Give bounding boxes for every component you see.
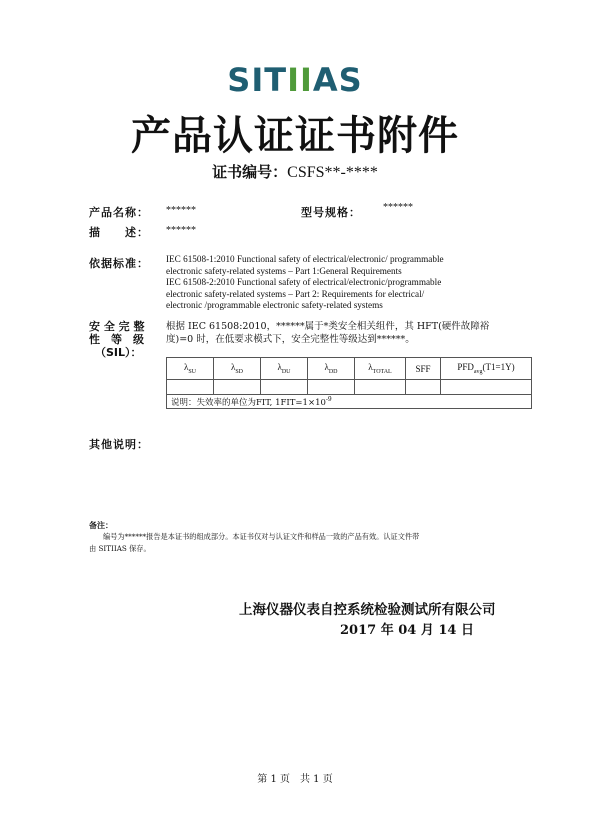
table-header-cell: $\lambda_{SD}$: [214, 358, 261, 380]
description-label: 描 述：: [89, 226, 149, 239]
sil-description: [166, 320, 506, 346]
page-number: 第 1 页 共 1 页: [257, 774, 333, 785]
table-cell: [406, 380, 441, 395]
failure-rate-table: [166, 357, 532, 409]
table-cell: [214, 380, 261, 395]
table-header-row: [167, 358, 532, 380]
issuing-company: 上海仪器仪表自控系统检验测试所有限公司: [239, 602, 496, 618]
sil-label-line: 安 全 完 整: [89, 320, 145, 333]
logo-text-part: SIT: [227, 61, 288, 99]
certificate-number: [0, 161, 590, 182]
table-header-cell: $\lambda_{TOTAL}$: [355, 358, 406, 380]
table-cell: [308, 380, 355, 395]
other-notes-label: 其他说明：: [89, 438, 149, 451]
company-logo: [0, 60, 590, 100]
standard-line: IEC 61508-1:2010 Functional safety of electrical/electronic/ programmable: [166, 254, 444, 264]
logo-text-part: AS: [312, 61, 363, 99]
page-title: 产品认证证书附件: [131, 113, 459, 159]
table-row: [167, 380, 532, 395]
table-header-cell: $\lambda_{DD}$: [308, 358, 355, 380]
standard-text: [166, 254, 502, 312]
standard-line: electronic safety-related systems – Part 2: Requirements for electrical/: [166, 288, 425, 299]
description-value: ******: [166, 225, 196, 236]
sil-text-line: 度)=0 时，在低要求模式下，安全完整性等级达到******。: [166, 334, 415, 345]
failure-rate-table-wrap: [166, 357, 532, 409]
standard-line: electronic safety-related systems – Part 1:General Requirements: [166, 265, 402, 276]
table-header-cell: SFF: [406, 358, 441, 380]
issue-date: 2017 年 04 月 14 日: [340, 623, 474, 638]
product-name-label: 产品名称：: [89, 206, 149, 219]
cert-no-value: CSFS**-****: [287, 164, 378, 181]
logo-text-part: II: [287, 61, 313, 99]
logo-text: [227, 61, 362, 99]
standard-line: IEC 61508-2:2010 Functional safety of electrical/electronic/programmable: [166, 277, 442, 288]
table-header-cell: $PFD_{avg}(T1=1Y)$: [441, 358, 532, 380]
table-note: 说明：失效率的单位为FIT, $1FIT=1\times 10^{-9}$: [167, 395, 532, 409]
table-note-row: [167, 395, 532, 409]
remarks-text: [89, 531, 509, 555]
table-header-cell: $\lambda_{SU}$: [167, 358, 214, 380]
sil-label-line: 性 等 级: [89, 333, 144, 346]
standard-label: 依据标准：: [89, 257, 149, 270]
sil-label: [89, 320, 161, 359]
remarks-line: 编号为******报告是本证书的组成部分。本证书仅对与认证文件和样品一致的产品有效。认证文件带: [103, 532, 420, 541]
remarks-line: 由 SITIIAS 保存。: [89, 544, 151, 553]
table-header-cell: $\lambda_{DU}$: [261, 358, 308, 380]
remarks-title: 备注：: [89, 521, 113, 530]
model-label: 型号规格：: [301, 206, 361, 219]
table-cell: [261, 380, 308, 395]
cert-no-label: 证书编号：: [212, 163, 288, 181]
model-value: ******: [383, 202, 413, 213]
table-cell: [441, 380, 532, 395]
standard-line: electronic /programmable electronic safety-related systems: [166, 300, 383, 311]
product-name-value: ******: [166, 205, 196, 216]
sil-text-line: 根据 IEC 61508:2010，******属于*类安全相关组件，其 HFT(硬件故障裕: [166, 321, 490, 332]
table-cell: [355, 380, 406, 395]
sil-label-line: （SIL）：: [95, 346, 142, 359]
table-cell: [167, 380, 214, 395]
